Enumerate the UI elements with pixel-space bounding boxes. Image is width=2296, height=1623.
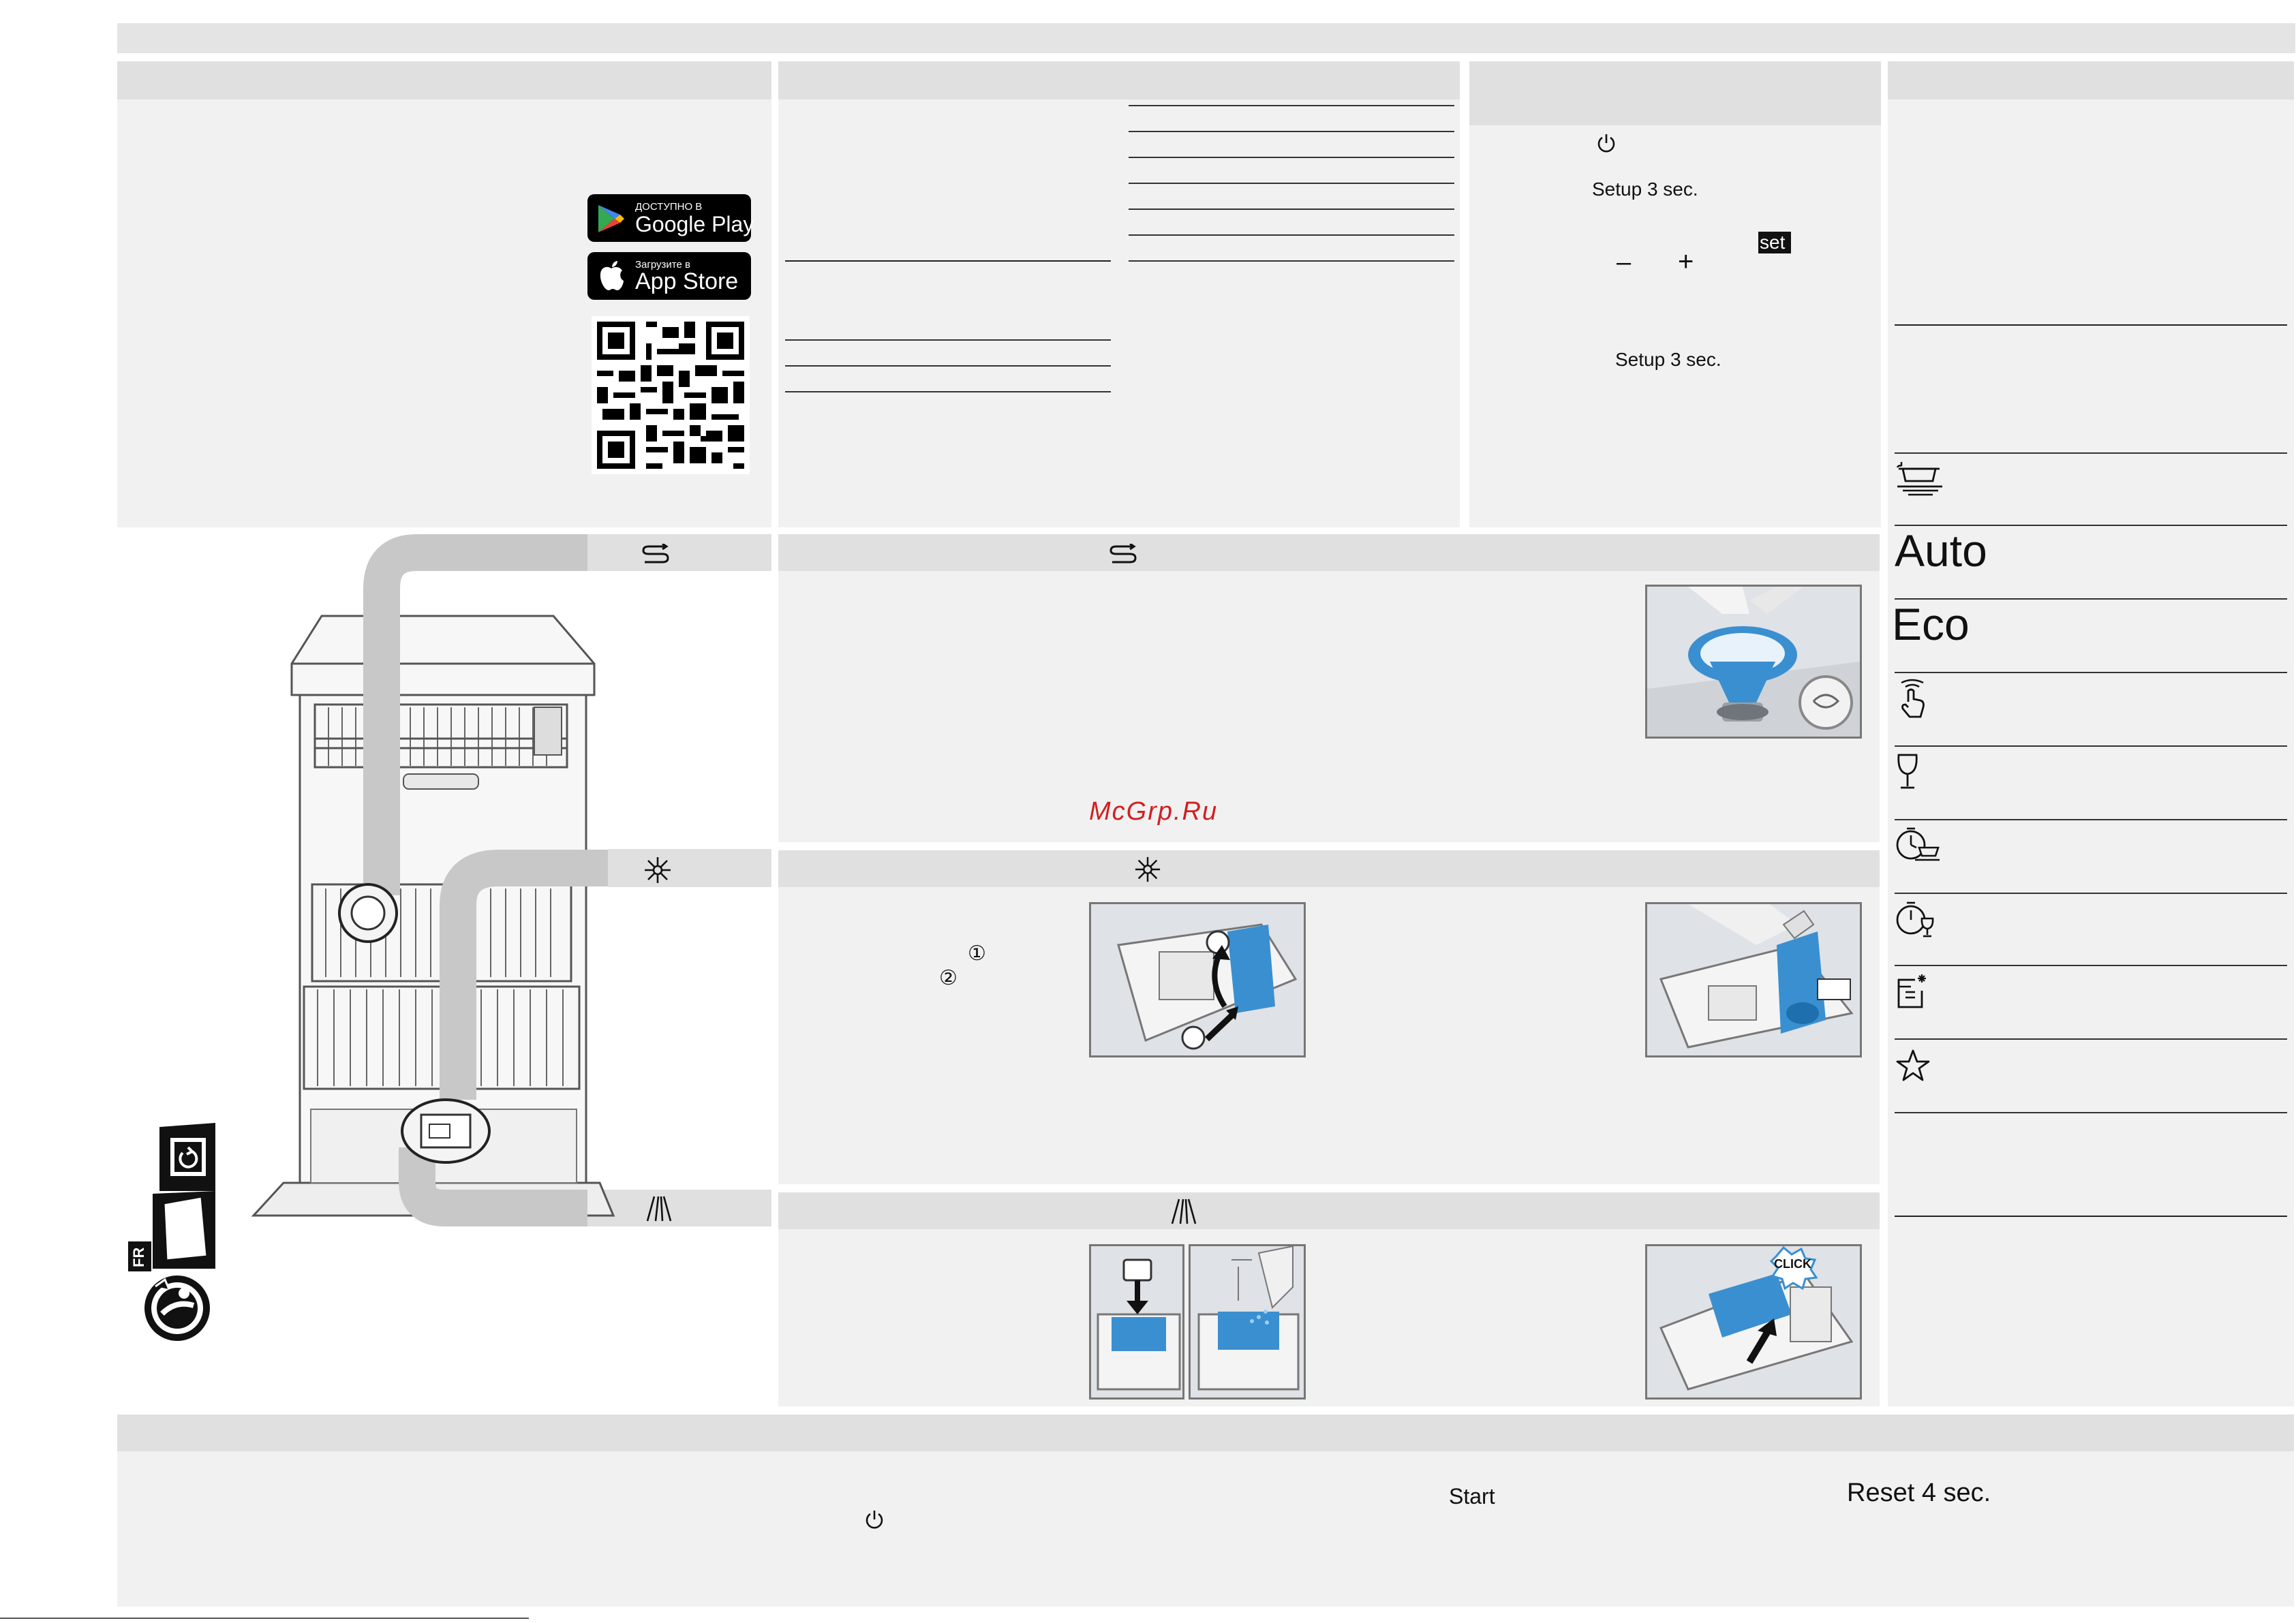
- step-marker-1: ①: [968, 942, 986, 965]
- favourite-star-icon: [1896, 1049, 1930, 1082]
- program-auto: Auto: [1895, 525, 1987, 576]
- bottom-panel: [117, 1415, 2294, 1607]
- divider: [1129, 131, 1454, 132]
- salt-section: [778, 534, 1880, 842]
- panel-header: [1888, 61, 2294, 99]
- dishwasher-illustration-area: [117, 534, 771, 1400]
- programs-panel: [1888, 61, 2294, 1406]
- salt-icon: [641, 544, 671, 564]
- reset-hold-label: Reset 4 sec.: [1847, 1479, 1991, 1507]
- divider: [1129, 234, 1454, 236]
- app-store-big-text: App Store: [635, 268, 739, 294]
- detergent-tablet-photo: [1089, 1244, 1184, 1400]
- setup-hold-label-2: Setup 3 sec.: [1615, 349, 1721, 370]
- power-icon[interactable]: [863, 1509, 886, 1532]
- detergent-close-image: [1647, 1246, 1860, 1397]
- specs-panel: [778, 61, 1460, 527]
- rinse-aid-fill-photo: [1645, 902, 1862, 1057]
- divider: [1895, 1038, 2287, 1040]
- power-icon[interactable]: [1595, 132, 1618, 155]
- google-play-big-text: Google Play: [635, 212, 754, 236]
- detergent-section-header: [778, 1192, 1880, 1229]
- step-marker-2: ②: [939, 967, 958, 989]
- set-button[interactable]: set: [1758, 232, 1791, 253]
- language-code: FR: [130, 1247, 147, 1267]
- divider: [1129, 105, 1454, 106]
- detergent-section: [778, 1192, 1880, 1406]
- detergent-icon: [1169, 1198, 1198, 1225]
- divider: [1895, 1216, 2287, 1217]
- detergent-powder-image: [1191, 1246, 1304, 1397]
- qr-code[interactable]: [592, 316, 750, 474]
- machine-care-icon: [1895, 973, 1929, 1014]
- rinse-aid-icon: [643, 856, 672, 884]
- divider: [1895, 893, 2287, 894]
- detergent-close-photo: [1645, 1244, 1862, 1400]
- rinse-aid-fill-image: [1647, 904, 1860, 1055]
- divider: [1129, 183, 1454, 184]
- intensive-pot-icon: [1896, 461, 1944, 499]
- setup-panel: [1469, 61, 1881, 527]
- divider: [785, 260, 1111, 262]
- apple-icon: [598, 260, 624, 292]
- divider: [785, 391, 1111, 392]
- silence-hand-icon: [1896, 679, 1929, 721]
- footer-rule: [0, 1618, 529, 1619]
- program-eco: Eco: [1892, 599, 1970, 649]
- click-label: CLICK: [1774, 1257, 1811, 1271]
- app-download-panel: [117, 61, 771, 527]
- salt-funnel-image: [1647, 587, 1860, 737]
- divider: [785, 339, 1111, 341]
- minus-button[interactable]: –: [1617, 248, 1632, 277]
- start-button-label[interactable]: Start: [1449, 1484, 1495, 1509]
- rinse-aid-icon: [1134, 856, 1161, 883]
- divider: [1895, 965, 2287, 966]
- door-check-icon-box: [150, 1120, 224, 1194]
- detergent-icon: [645, 1195, 673, 1222]
- door-open-icon-box: [128, 1190, 224, 1271]
- google-play-icon: [597, 204, 624, 234]
- divider: [1895, 1112, 2287, 1113]
- detergent-tablet-image: [1091, 1246, 1182, 1397]
- qr-code-image: [592, 316, 750, 474]
- app-store-small-text: Загрузите в: [635, 259, 690, 270]
- rinse-aid-section: [778, 850, 1880, 1184]
- watermark: McGrp.Ru: [1089, 797, 1219, 826]
- child-lock-icon: [142, 1273, 213, 1344]
- google-play-small-text: ДОСТУПНО В: [635, 201, 703, 213]
- quick-wash-icon: [1895, 826, 1941, 867]
- divider: [1129, 260, 1454, 262]
- top-header-band: [117, 23, 2295, 53]
- bottom-panel-header: [117, 1415, 2294, 1451]
- google-play-badge[interactable]: [587, 194, 754, 242]
- divider: [1895, 452, 2287, 454]
- divider: [1895, 819, 2287, 820]
- salt-section-header: [778, 534, 1880, 571]
- glass-icon: [1896, 754, 1919, 792]
- panel-header: [1469, 61, 1881, 125]
- divider: [1895, 745, 2287, 747]
- divider: [1895, 672, 2287, 673]
- quick-glass-icon: [1895, 899, 1937, 940]
- divider: [785, 365, 1111, 367]
- detergent-powder-photo: [1189, 1244, 1306, 1400]
- divider: [1129, 157, 1454, 158]
- rinse-aid-open-image: [1091, 904, 1304, 1055]
- plus-button[interactable]: +: [1678, 247, 1694, 277]
- panel-header: [778, 61, 1460, 99]
- salt-funnel-photo: [1645, 585, 1862, 739]
- door-rotate-icon: [150, 1120, 224, 1194]
- rinse-aid-open-photo: [1089, 902, 1306, 1057]
- divider: [1895, 324, 2287, 326]
- salt-icon: [1108, 544, 1138, 564]
- app-store-badge[interactable]: [587, 252, 751, 300]
- divider: [1129, 208, 1454, 210]
- setup-hold-label: Setup 3 sec.: [1592, 179, 1698, 200]
- rinse-aid-section-header: [778, 850, 1880, 887]
- panel-header: [117, 61, 771, 99]
